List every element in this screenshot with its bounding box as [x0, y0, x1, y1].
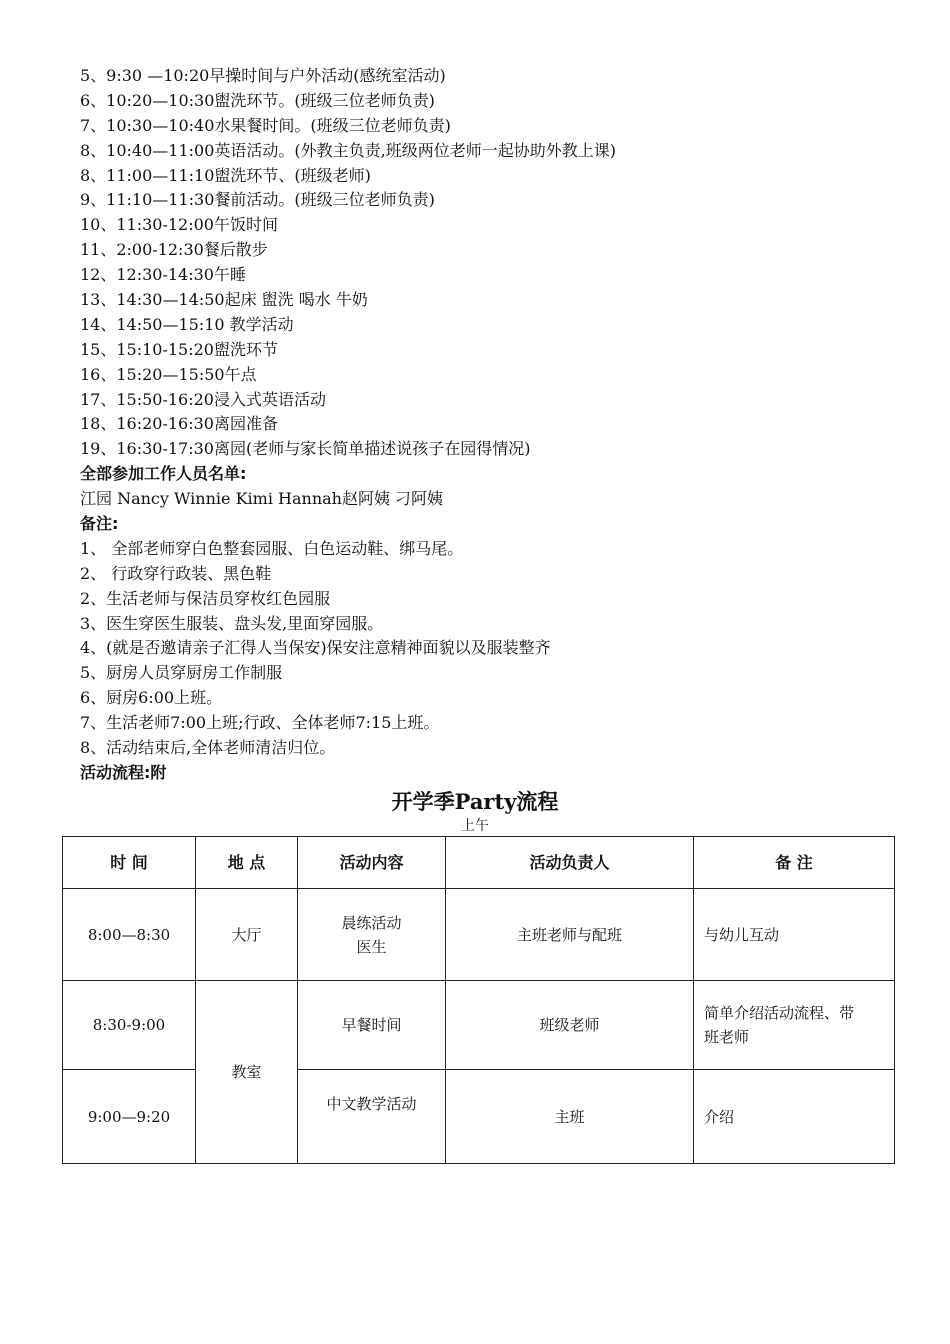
document-body: [80, 64, 900, 786]
header-content: 活动内容: [298, 837, 446, 889]
schedule-item: 8、10:40—11:00英语活动。(外教主负责,班级两位老师一起协助外教上课): [80, 140, 616, 160]
cell-content: 早餐时间: [298, 981, 446, 1070]
schedule-item: 18、16:20-16:30离园准备: [80, 414, 278, 434]
staff-heading: 全部参加工作人员名单:: [80, 464, 247, 484]
header-time: 时 间: [63, 837, 196, 889]
note-item: 1、 全部老师穿白色整套园服、白色运动鞋、绑马尾。: [80, 538, 464, 558]
cell-time: 8:00—8:30: [63, 889, 196, 981]
document-subtitle: 上午: [461, 818, 489, 834]
note-item: 2、 行政穿行政装、黑色鞋: [80, 563, 272, 583]
note-item: 6、厨房6:00上班。: [80, 688, 223, 708]
schedule-item: 16、15:20—15:50午点: [80, 364, 257, 384]
schedule-item: 5、9:30 —10:20早操时间与户外活动(感统室活动): [80, 66, 446, 85]
schedule-item: 15、15:10-15:20盥洗环节: [80, 339, 278, 359]
cell-content: 中文教学活动: [298, 1070, 446, 1164]
cell-place: 教室: [196, 981, 298, 1164]
table-row: [63, 981, 895, 1070]
schedule-item: 8、11:00—11:10盥洗环节、(班级老师): [80, 165, 371, 185]
notes-list: [80, 537, 900, 761]
note-item: 5、厨房人员穿厨房工作制服: [80, 663, 283, 683]
cell-note: 与幼儿互动: [694, 889, 895, 981]
cell-owner: 班级老师: [446, 981, 694, 1070]
schedule-item: 17、15:50-16:20浸入式英语活动: [80, 389, 326, 409]
schedule-list: [80, 64, 900, 462]
cell-place: 大厅: [196, 889, 298, 981]
schedule-item: 11、2:00-12:30餐后散步: [80, 240, 268, 260]
flow-table: [62, 836, 895, 1164]
cell-note: 介绍: [694, 1070, 895, 1164]
content-line: 晨练活动: [341, 913, 402, 932]
note-line: 简单介绍活动流程、带: [704, 1004, 855, 1022]
note-item: 7、生活老师7:00上班;行政、全体老师7:15上班。: [80, 713, 440, 733]
note-item: 8、活动结束后,全体老师清洁归位。: [80, 738, 336, 758]
schedule-item: 6、10:20—10:30盥洗环节。(班级三位老师负责): [80, 90, 435, 110]
flow-heading: 活动流程:附: [80, 762, 167, 782]
cell-note: [694, 981, 895, 1070]
schedule-item: 12、12:30-14:30午睡: [80, 265, 246, 285]
note-item: 3、医生穿医生服装、盘头发,里面穿园服。: [80, 613, 384, 633]
cell-content: [298, 889, 446, 981]
table-row: [63, 889, 895, 981]
staff-names: 江园 Nancy Winnie Kimi Hannah赵阿姨 刁阿姨: [80, 489, 444, 509]
note-item: 4、(就是否邀请亲子汇得人当保安)保安注意精神面貌以及服装整齐: [80, 638, 551, 658]
table-row: [63, 1070, 895, 1164]
cell-time: 8:30-9:00: [63, 981, 196, 1070]
notes-heading: 备注:: [80, 514, 119, 534]
schedule-item: 13、14:30—14:50起床 盥洗 喝水 牛奶: [80, 290, 368, 310]
header-place: 地 点: [196, 837, 298, 889]
schedule-item: 14、14:50—15:10 教学活动: [80, 314, 294, 334]
header-owner: 活动负责人: [446, 837, 694, 889]
schedule-item: 10、11:30-12:00午饭时间: [80, 215, 278, 235]
cell-owner: 主班老师与配班: [446, 889, 694, 981]
schedule-item: 19、16:30-17:30离园(老师与家长简单描述说孩子在园得情况): [80, 439, 531, 459]
table-header-row: [63, 837, 895, 889]
note-line: 班老师: [704, 1028, 750, 1046]
cell-owner: 主班: [446, 1070, 694, 1164]
cell-time: 9:00—9:20: [63, 1070, 196, 1164]
document-title: 开学季Party流程: [391, 789, 559, 814]
content-line: 医生: [356, 937, 387, 956]
note-item: 2、生活老师与保洁员穿枚红色园服: [80, 588, 331, 608]
schedule-item: 9、11:10—11:30餐前活动。(班级三位老师负责): [80, 190, 435, 210]
header-notes: 备 注: [694, 837, 895, 889]
schedule-item: 7、10:30—10:40水果餐时间。(班级三位老师负责): [80, 115, 451, 135]
